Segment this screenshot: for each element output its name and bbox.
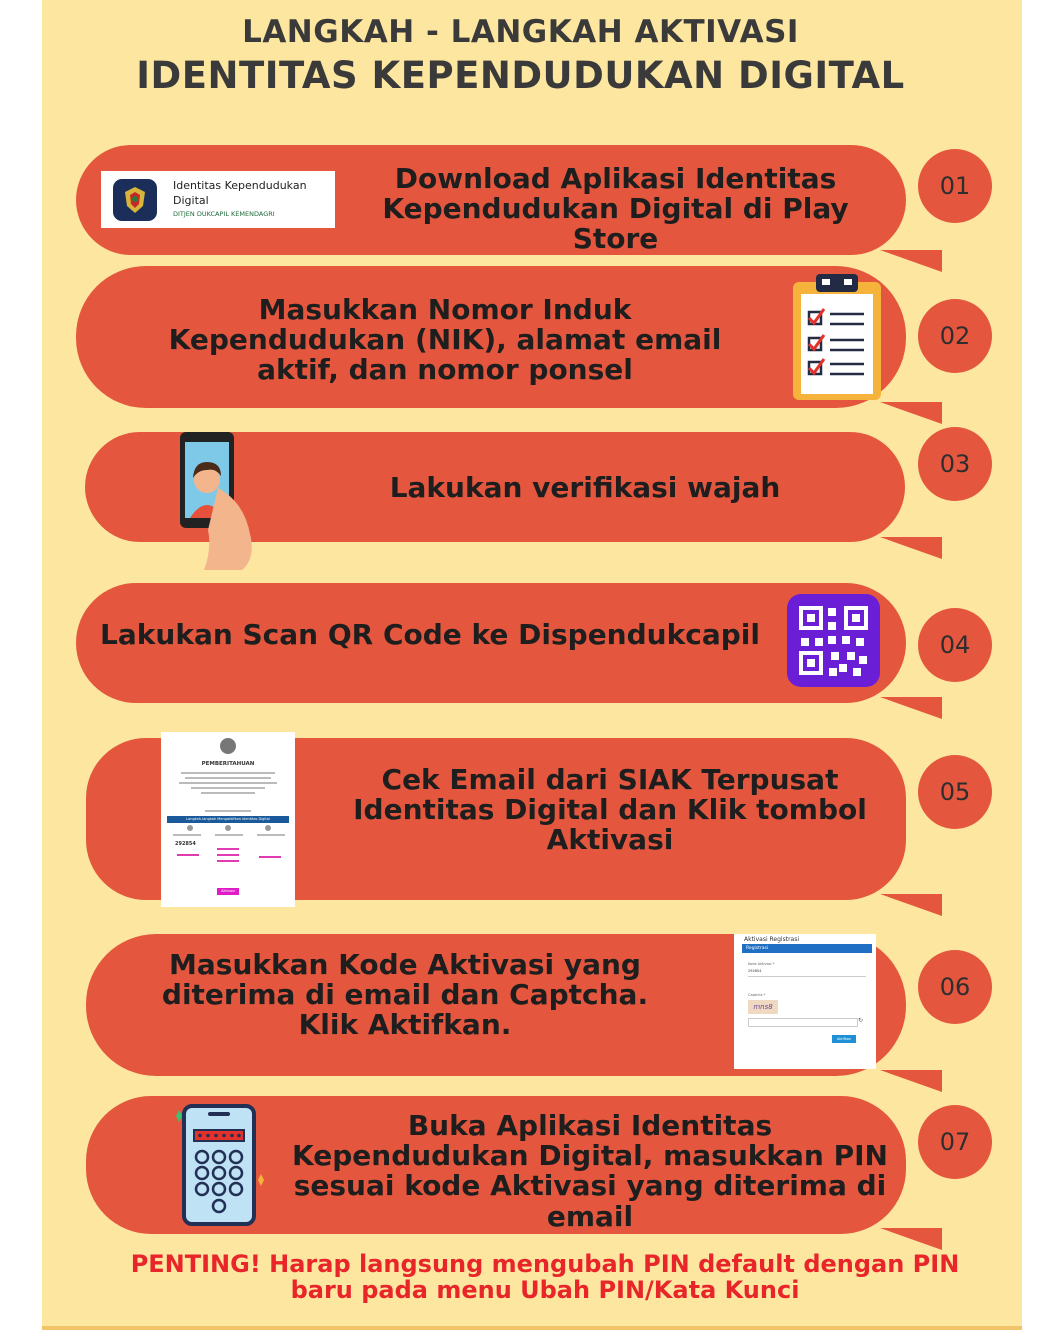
form-tab: Registrasi: [742, 944, 872, 953]
step-7-text: Buka Aplikasi Identitas Kependudukan Digital, masukkan PIN sesuai kode Aktivasi yang diterima di email: [292, 1109, 888, 1233]
bottom-divider: [42, 1326, 1022, 1330]
app-publisher: DITJEN DUKCAPIL KEMENDAGRI: [173, 210, 275, 218]
email-aktivasi-button: Aktivasi: [221, 889, 235, 893]
step-5-text: Cek Email dari SIAK Terpusat Identitas Digital dan Klik tombol Aktivasi: [353, 763, 867, 857]
step-3-number: 03: [918, 427, 992, 501]
step-5-tail: [880, 894, 942, 916]
activation-form-preview: [734, 934, 876, 1069]
step-4-tail: [880, 697, 942, 719]
step-1-tail: [880, 250, 942, 272]
phone-pin-keypad-icon: [168, 1102, 268, 1228]
app-name-line2: Digital: [173, 194, 209, 207]
captcha-input: [748, 1018, 858, 1027]
app-store-card: [101, 171, 335, 228]
activation-code-field: 292854: [748, 969, 866, 977]
header-line1: LANGKAH - LANGKAH AKTIVASI: [242, 14, 799, 50]
qr-code-icon: [787, 594, 880, 687]
step-5-number: 05: [918, 755, 992, 829]
refresh-captcha-icon: ↻: [858, 1017, 864, 1024]
step-2-tail: [880, 402, 942, 424]
clipboard-checklist-icon: [792, 274, 882, 400]
form-title: Aktivasi Registrasi: [744, 936, 800, 943]
app-name-line1: Identitas Kependudukan: [173, 179, 307, 192]
step-3-tail: [880, 537, 942, 559]
step-2-text: Masukkan Nomor Induk Kependudukan (NIK), alamat email aktif, dan nomor ponsel: [168, 293, 722, 387]
step-6-text: Masukkan Kode Aktivasi yang diterima di email dan Captcha. Klik Aktifkan.: [161, 948, 649, 1042]
form-field-label: Kode Aktivasi *: [748, 962, 775, 966]
app-logo-icon: [113, 179, 157, 221]
step-1-number: 01: [918, 149, 992, 223]
step-3-text: Lakukan verifikasi wajah: [389, 471, 781, 504]
email-banner: Langkah-langkah Mengaktifkan Identitas Digital: [167, 816, 289, 823]
face-verification-icon: [178, 430, 258, 572]
step-1-text: Download Aplikasi Identitas Kependudukan Digital di Play Store: [382, 162, 849, 256]
step-4-number: 04: [918, 608, 992, 682]
step-7-number: 07: [918, 1105, 992, 1179]
step-6-number: 06: [918, 950, 992, 1024]
step-2-number: 02: [918, 299, 992, 373]
form-captcha-label: Captcha *: [748, 993, 766, 997]
step-4-text: Lakukan Scan QR Code ke Dispendukcapil: [100, 618, 760, 651]
aktifkan-button: Aktifkan: [832, 1035, 856, 1043]
email-code: 292854: [175, 841, 196, 847]
captcha-image: mns8: [748, 1000, 778, 1014]
step-6-tail: [880, 1070, 942, 1092]
email-preview: [161, 732, 295, 907]
email-heading: PEMBERITAHUAN: [201, 761, 255, 767]
warning-note: PENTING! Harap langsung mengubah PIN default dengan PIN baru pada menu Ubah PIN/Kata Kunci: [130, 1250, 960, 1304]
header-line2: IDENTITAS KEPENDUDUKAN DIGITAL: [136, 54, 905, 97]
